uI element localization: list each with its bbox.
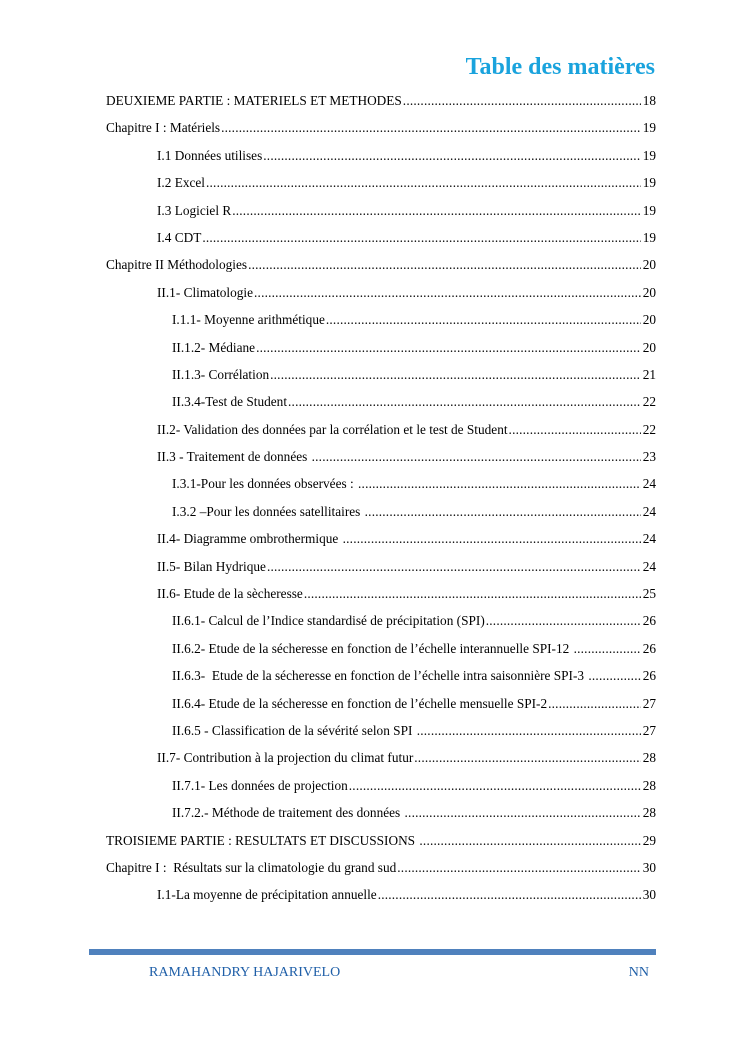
toc-entry-page: 23 <box>642 449 656 465</box>
toc-entry-label: II.1- Climatologie <box>157 284 254 300</box>
toc-dot-leader <box>588 665 640 687</box>
toc-entry[interactable] <box>106 693 656 720</box>
toc-dot-leader <box>221 117 641 139</box>
toc-entry-label: II.6.2- Etude de la sécheresse en fonction de l’échelle interannuelle SPI-12 <box>172 640 573 656</box>
toc-entry-page: 28 <box>642 805 656 821</box>
toc-entry-label: II.6.3- Etude de la sécheresse en fonction de l’échelle intra saisonnière SPI-3 <box>172 668 588 684</box>
toc-entry-page: 24 <box>642 476 656 492</box>
toc-entry-page: 19 <box>642 175 656 191</box>
toc-entry[interactable] <box>106 446 656 473</box>
toc-entry-label: I.3.2 –Pour les données satellitaires <box>172 503 364 519</box>
toc-entry-page: 20 <box>642 312 656 328</box>
toc-entry-page: 26 <box>642 640 656 656</box>
toc-dot-leader <box>349 775 641 797</box>
toc-entry[interactable] <box>106 391 656 418</box>
toc-entry[interactable] <box>106 282 656 309</box>
toc-entry[interactable] <box>106 720 656 747</box>
toc-entry[interactable] <box>106 172 656 199</box>
toc-entry-label: DEUXIEME PARTIE : MATERIELS ET METHODES <box>106 93 402 108</box>
toc-dot-leader <box>548 693 641 715</box>
toc-entry[interactable] <box>106 117 656 144</box>
toc-entry[interactable] <box>106 145 656 172</box>
toc-dot-leader <box>254 282 641 304</box>
toc-entry-label: II.6.4- Etude de la sécheresse en fonction de l’échelle mensuelle SPI-2 <box>172 695 548 711</box>
toc-entry-label: II.6- Etude de la sècheresse <box>157 586 303 602</box>
toc-entry[interactable] <box>106 90 656 117</box>
toc-entry-label: Chapitre II Méthodologies <box>106 257 248 273</box>
toc-entry-page: 28 <box>642 750 656 766</box>
toc-entry-label: TROISIEME PARTIE : RESULTATS ET DISCUSSIONS <box>106 832 419 848</box>
toc-entry-label: I.1.1- Moyenne arithmétique <box>172 312 325 328</box>
toc-dot-leader <box>419 830 640 852</box>
toc-dot-leader <box>256 337 641 359</box>
toc-dot-leader <box>378 884 641 906</box>
toc-dot-leader <box>358 473 641 495</box>
toc-entry[interactable] <box>106 501 656 528</box>
toc-dot-leader <box>267 556 641 578</box>
toc-entry[interactable] <box>106 528 656 555</box>
toc-entry-label: I.1-La moyenne de précipitation annuelle <box>157 887 377 903</box>
toc-entry-page: 19 <box>642 147 656 163</box>
toc-entry-page: 20 <box>642 339 656 355</box>
footer-author: RAMAHANDRY HAJARIVELO <box>149 965 341 980</box>
toc-entry[interactable] <box>106 775 656 802</box>
toc-dot-leader <box>509 419 641 441</box>
toc-entry-page: 22 <box>642 421 656 437</box>
toc-entry[interactable] <box>106 747 656 774</box>
table-of-contents <box>106 90 656 912</box>
toc-entry-page: 24 <box>642 531 656 547</box>
toc-dot-leader <box>405 802 641 824</box>
toc-dot-leader <box>312 446 641 468</box>
toc-entry-label: II.7.2.- Méthode de traitement des données <box>172 805 404 821</box>
toc-dot-leader <box>304 583 641 605</box>
toc-dot-leader <box>417 720 641 742</box>
toc-entry[interactable] <box>106 337 656 364</box>
toc-entry[interactable] <box>106 309 656 336</box>
toc-entry-page: 29 <box>642 832 656 848</box>
toc-dot-leader <box>403 90 641 112</box>
toc-entry-label: II.2- Validation des données par la corrélation et le test de Student <box>157 421 508 437</box>
toc-entry-page: 27 <box>642 722 656 738</box>
toc-entry-page: 30 <box>642 887 656 903</box>
toc-dot-leader <box>574 638 641 660</box>
footer-divider <box>89 949 656 955</box>
toc-dot-leader <box>202 227 640 249</box>
toc-entry-page: 30 <box>642 859 656 875</box>
toc-entry-page: 20 <box>642 257 656 273</box>
toc-dot-leader <box>206 172 641 194</box>
toc-dot-leader <box>326 309 641 331</box>
toc-dot-leader <box>232 200 640 222</box>
toc-entry-page: 19 <box>642 120 656 136</box>
toc-entry-label: II.6.5 - Classification de la sévérité selon SPI <box>172 722 416 738</box>
toc-entry-label: I.2 Excel <box>157 175 205 191</box>
toc-dot-leader <box>414 747 640 769</box>
toc-entry-label: I.3 Logiciel R <box>157 202 232 218</box>
page-title: Table des matières <box>465 54 655 80</box>
toc-entry-label: II.1.2- Médiane <box>172 339 256 355</box>
toc-entry-page: 24 <box>642 558 656 574</box>
toc-entry-label: II.1.3- Corrélation <box>172 366 270 382</box>
toc-dot-leader <box>248 254 641 276</box>
toc-entry-label: II.4- Diagramme ombrothermique <box>157 531 342 547</box>
toc-entry[interactable] <box>106 610 656 637</box>
toc-dot-leader <box>365 501 641 523</box>
toc-entry[interactable] <box>106 802 656 829</box>
toc-entry-page: 19 <box>642 202 656 218</box>
toc-entry-label: Chapitre I : Résultats sur la climatologie du grand sud <box>106 859 397 875</box>
toc-entry-page: 22 <box>642 394 656 410</box>
toc-dot-leader <box>288 391 641 413</box>
toc-entry[interactable] <box>106 583 656 610</box>
footer-page-number: NN <box>628 965 649 980</box>
toc-dot-leader <box>397 857 640 879</box>
toc-entry-page: 24 <box>642 503 656 519</box>
toc-entry-label: II.3 - Traitement de données <box>157 449 311 465</box>
toc-entry-page: 21 <box>642 366 656 382</box>
toc-dot-leader <box>343 528 641 550</box>
toc-entry-page: 25 <box>642 586 656 602</box>
toc-entry-label: II.5- Bilan Hydrique <box>157 558 266 574</box>
toc-entry[interactable] <box>106 638 656 665</box>
toc-dot-leader <box>270 364 641 386</box>
toc-entry[interactable] <box>106 830 656 857</box>
toc-entry[interactable] <box>106 665 656 692</box>
toc-entry-label: II.7.1- Les données de projection <box>172 777 348 793</box>
toc-entry-page: 26 <box>642 613 656 629</box>
toc-entry[interactable] <box>106 227 656 254</box>
toc-dot-leader <box>263 145 640 167</box>
toc-entry-page: 26 <box>642 668 656 684</box>
toc-entry-label: Chapitre I : Matériels <box>106 120 221 136</box>
toc-entry[interactable] <box>106 419 656 446</box>
toc-dot-leader <box>486 610 641 632</box>
toc-entry-label: I.4 CDT <box>157 229 202 245</box>
toc-entry[interactable] <box>106 200 656 227</box>
toc-entry-page: 19 <box>642 229 656 245</box>
toc-entry-label: II.6.1- Calcul de l’Indice standardisé de précipitation (SPI) <box>172 613 485 629</box>
toc-entry[interactable] <box>106 473 656 500</box>
toc-entry-page: 27 <box>642 695 656 711</box>
toc-entry[interactable] <box>106 364 656 391</box>
toc-entry[interactable] <box>106 556 656 583</box>
toc-entry[interactable] <box>106 857 656 884</box>
toc-entry-page: 18 <box>642 93 656 108</box>
toc-entry-page: 20 <box>642 284 656 300</box>
toc-entry-label: I.1 Données utilises <box>157 147 263 163</box>
toc-entry[interactable] <box>106 254 656 281</box>
toc-entry-label: II.3.4-Test de Student <box>172 394 288 410</box>
toc-entry-label: I.3.1-Pour les données observées : <box>172 476 358 492</box>
toc-entry[interactable] <box>106 884 656 911</box>
toc-entry-page: 28 <box>642 777 656 793</box>
toc-entry-label: II.7- Contribution à la projection du climat futur <box>157 750 414 766</box>
